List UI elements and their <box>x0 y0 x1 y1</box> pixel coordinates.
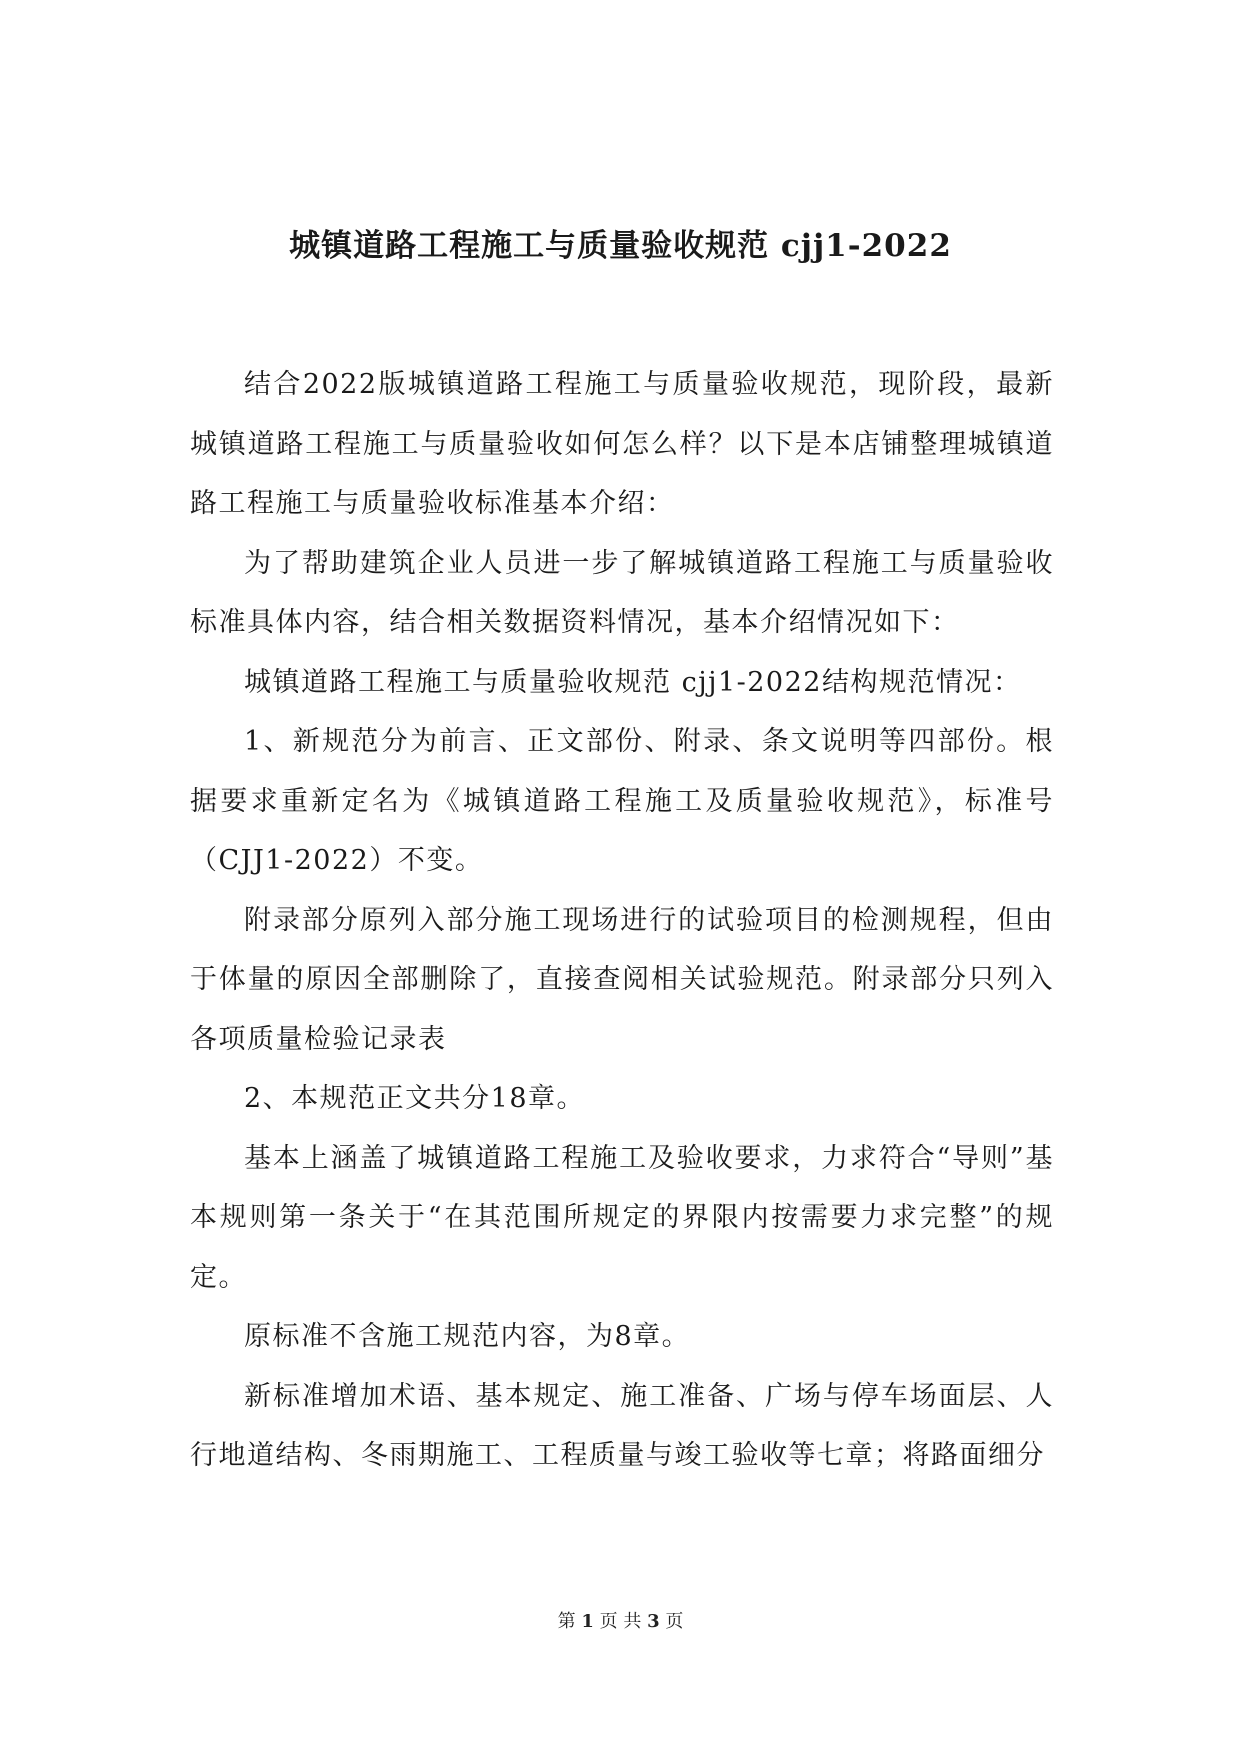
paragraph-2: 为了帮助建筑企业人员进一步了解城镇道路工程施工与质量验收标准具体内容，结合相关数据资料情况，基本介绍情况如下： <box>190 547 1054 638</box>
paragraph-9: 新标准增加术语、基本规定、施工准备、广场与停车场面层、人行地道结构、冬雨期施工、工程质量与竣工验收等七章；将路面细分 <box>190 1380 1054 1471</box>
footer-middle: 页 共 <box>599 1611 642 1632</box>
total-pages-number: 3 <box>647 1611 660 1632</box>
current-page-number: 1 <box>581 1611 594 1632</box>
paragraph-6: 2、本规范正文共分18章。 <box>244 1083 586 1114</box>
page-footer <box>0 1610 1241 1634</box>
document-title: 城镇道路工程施工与质量验收规范 cjj1-2022 <box>289 228 952 264</box>
footer-prefix: 第 <box>557 1611 576 1632</box>
paragraph-4: 1、新规范分为前言、正文部份、附录、条文说明等四部份。根据要求重新定名为《城镇道路工程施工及质量验收规范》，标准号（CJJ1-2022）不变。 <box>190 726 1054 876</box>
footer-suffix: 页 <box>665 1611 684 1632</box>
paragraph-8: 原标准不含施工规范内容，为8章。 <box>244 1321 691 1352</box>
paragraph-7: 基本上涵盖了城镇道路工程施工及验收要求，力求符合“导则”基本规则第一条关于“在其范围所规定的界限内按需要力求完整”的规定。 <box>190 1142 1054 1293</box>
paragraph-1: 结合2022版城镇道路工程施工与质量验收规范，现阶段，最新城镇道路工程施工与质量验收如何怎么样？以下是本店铺整理城镇道路工程施工与质量验收标准基本介绍： <box>190 369 1054 519</box>
document-body <box>190 355 1054 1486</box>
paragraph-5: 附录部分原列入部分施工现场进行的试验项目的检测规程，但由于体量的原因全部删除了，直接查阅相关试验规范。附录部分只列入各项质量检验记录表 <box>190 904 1054 1055</box>
paragraph-3: 城镇道路工程施工与质量验收规范 cjj1-2022结构规范情况： <box>244 666 1022 698</box>
